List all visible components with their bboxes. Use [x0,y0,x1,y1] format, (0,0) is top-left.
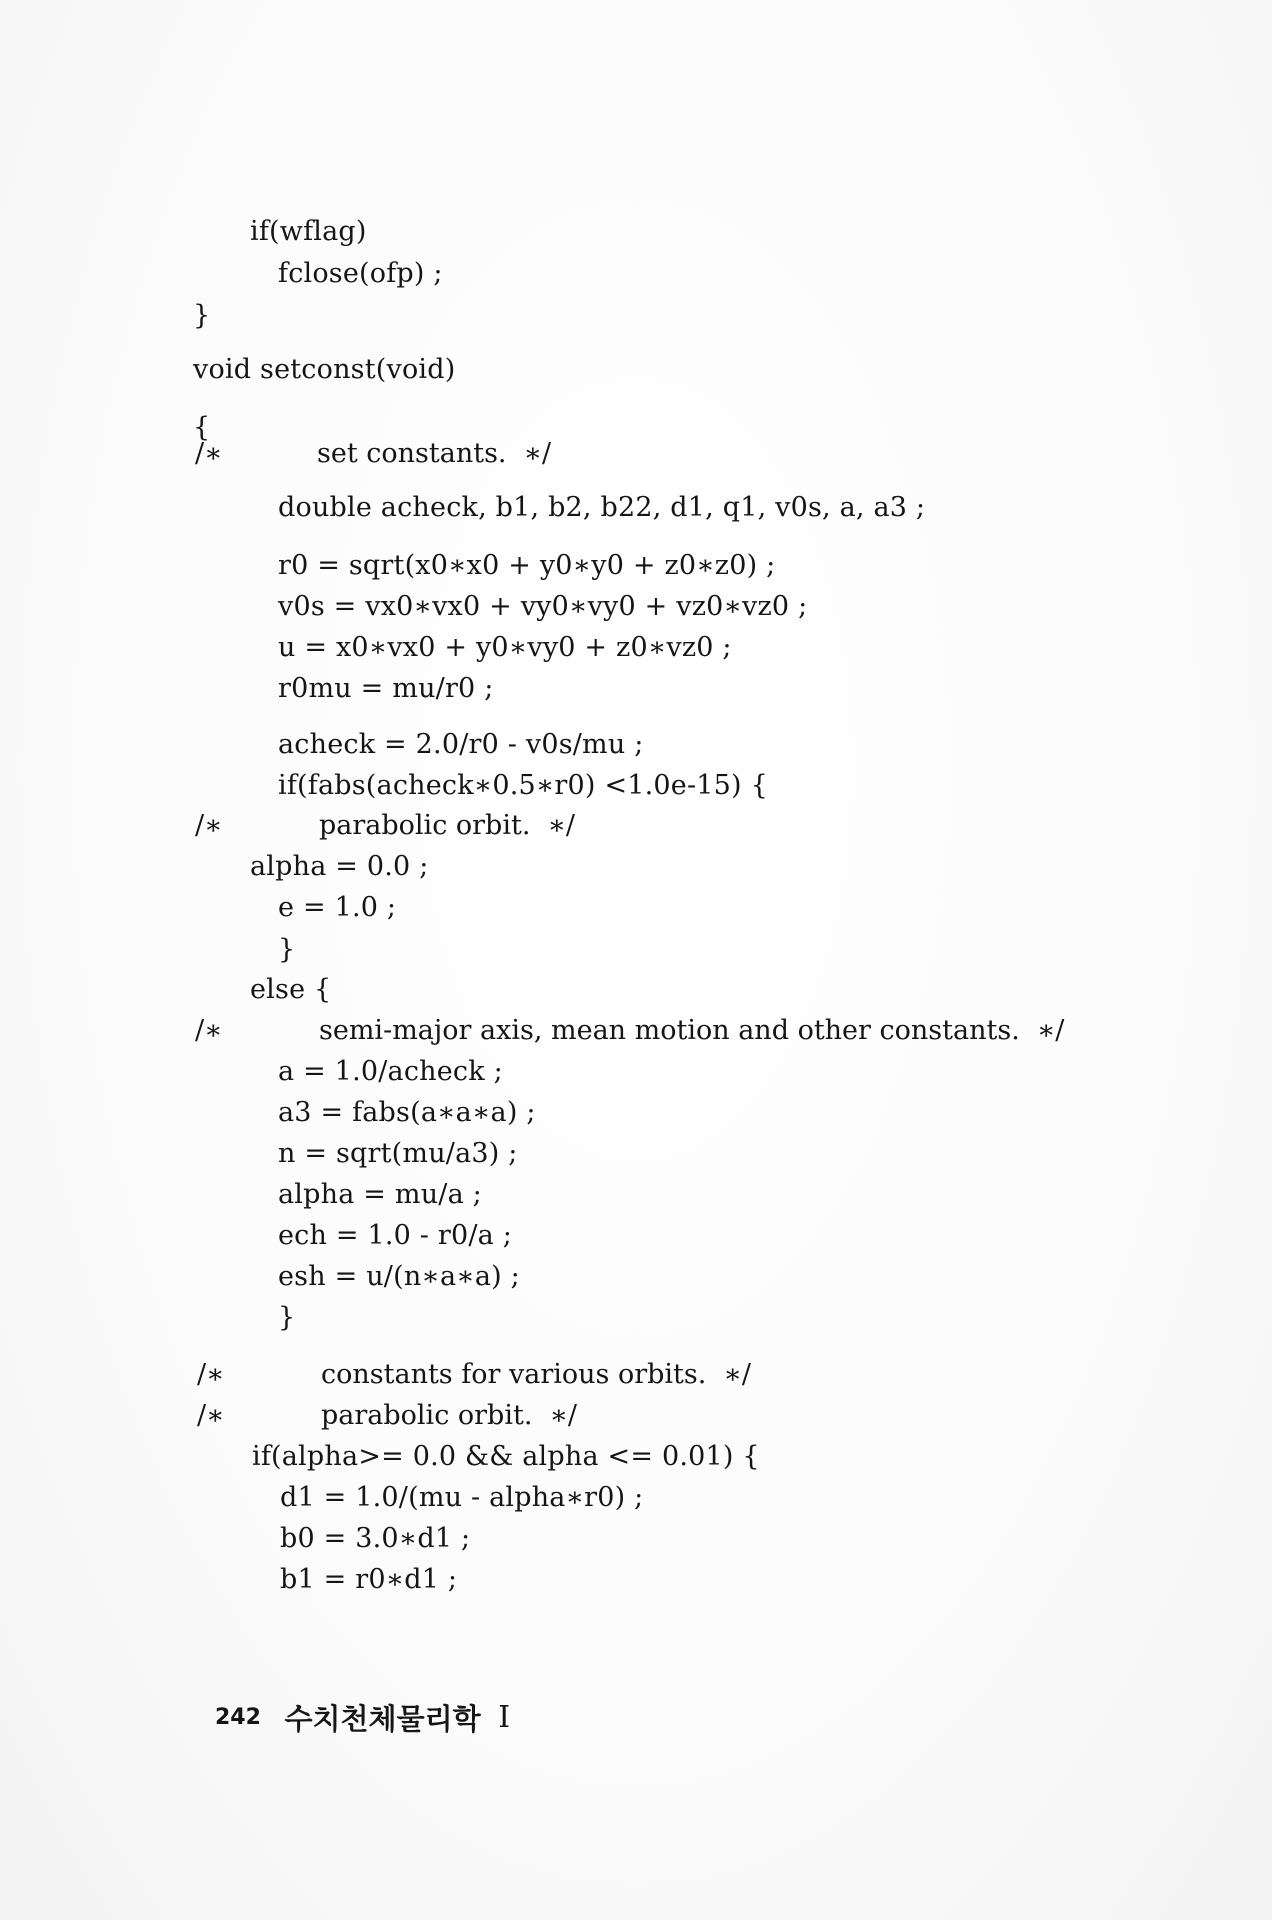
code-line: n = sqrt(mu/a3) ; [278,1138,518,1169]
book-title: 수치천체물리학 [284,1702,481,1736]
page-footer [215,1697,510,1737]
code-line: void setconst(void) [193,354,456,385]
code-comment [197,1398,578,1434]
code-line: } [193,300,211,331]
code-line: u = x0∗vx0 + y0∗vy0 + z0∗vz0 ; [278,632,732,663]
code-line: r0 = sqrt(x0∗x0 + y0∗y0 + z0∗z0) ; [278,550,776,581]
code-line: alpha = mu/a ; [278,1179,482,1210]
code-line: a = 1.0/acheck ; [278,1056,503,1087]
comment-text: semi-major axis, mean motion and other constants. ∗/ [319,1015,1065,1046]
code-line: esh = u/(n∗a∗a) ; [278,1261,520,1292]
code-line: d1 = 1.0/(mu - alpha∗r0) ; [280,1482,644,1513]
comment-text: constants for various orbits. ∗/ [321,1359,751,1390]
code-line: r0mu = mu/r0 ; [278,673,494,704]
code-line: else { [250,974,332,1005]
comment-open: /∗ [197,1400,225,1431]
code-line: b0 = 3.0∗d1 ; [280,1523,471,1554]
code-line: a3 = fabs(a∗a∗a) ; [278,1097,536,1128]
comment-open: /∗ [195,438,223,469]
code-line: alpha = 0.0 ; [250,851,429,882]
code-comment [195,1013,1065,1049]
comment-text: set constants. ∗/ [317,438,552,469]
code-line: if(alpha>= 0.0 && alpha <= 0.01) { [252,1441,760,1472]
comment-open: /∗ [195,810,223,841]
code-line: { [193,412,211,443]
comment-open: /∗ [197,1359,225,1390]
code-line: b1 = r0∗d1 ; [280,1564,458,1595]
code-comment [195,436,552,472]
code-comment [197,1357,751,1393]
comment-open: /∗ [195,1015,223,1046]
code-line: } [278,934,296,965]
code-comment [195,808,576,844]
code-line: v0s = vx0∗vx0 + vy0∗vy0 + vz0∗vz0 ; [278,591,808,622]
page-number: 242 [215,1705,261,1730]
comment-text: parabolic orbit. ∗/ [319,810,576,841]
comment-text: parabolic orbit. ∗/ [321,1400,578,1431]
code-line: if(wflag) [250,216,367,247]
code-line: fclose(ofp) ; [278,258,443,289]
code-line: e = 1.0 ; [278,892,397,923]
code-line: if(fabs(acheck∗0.5∗r0) <1.0e-15) { [278,770,768,801]
code-line: } [278,1302,296,1333]
volume-label: I [498,1700,511,1735]
code-line: double acheck, b1, b2, b22, d1, q1, v0s, a, a3 ; [278,492,926,523]
code-line: ech = 1.0 - r0/a ; [278,1220,513,1251]
code-line: acheck = 2.0/r0 - v0s/mu ; [278,729,644,760]
